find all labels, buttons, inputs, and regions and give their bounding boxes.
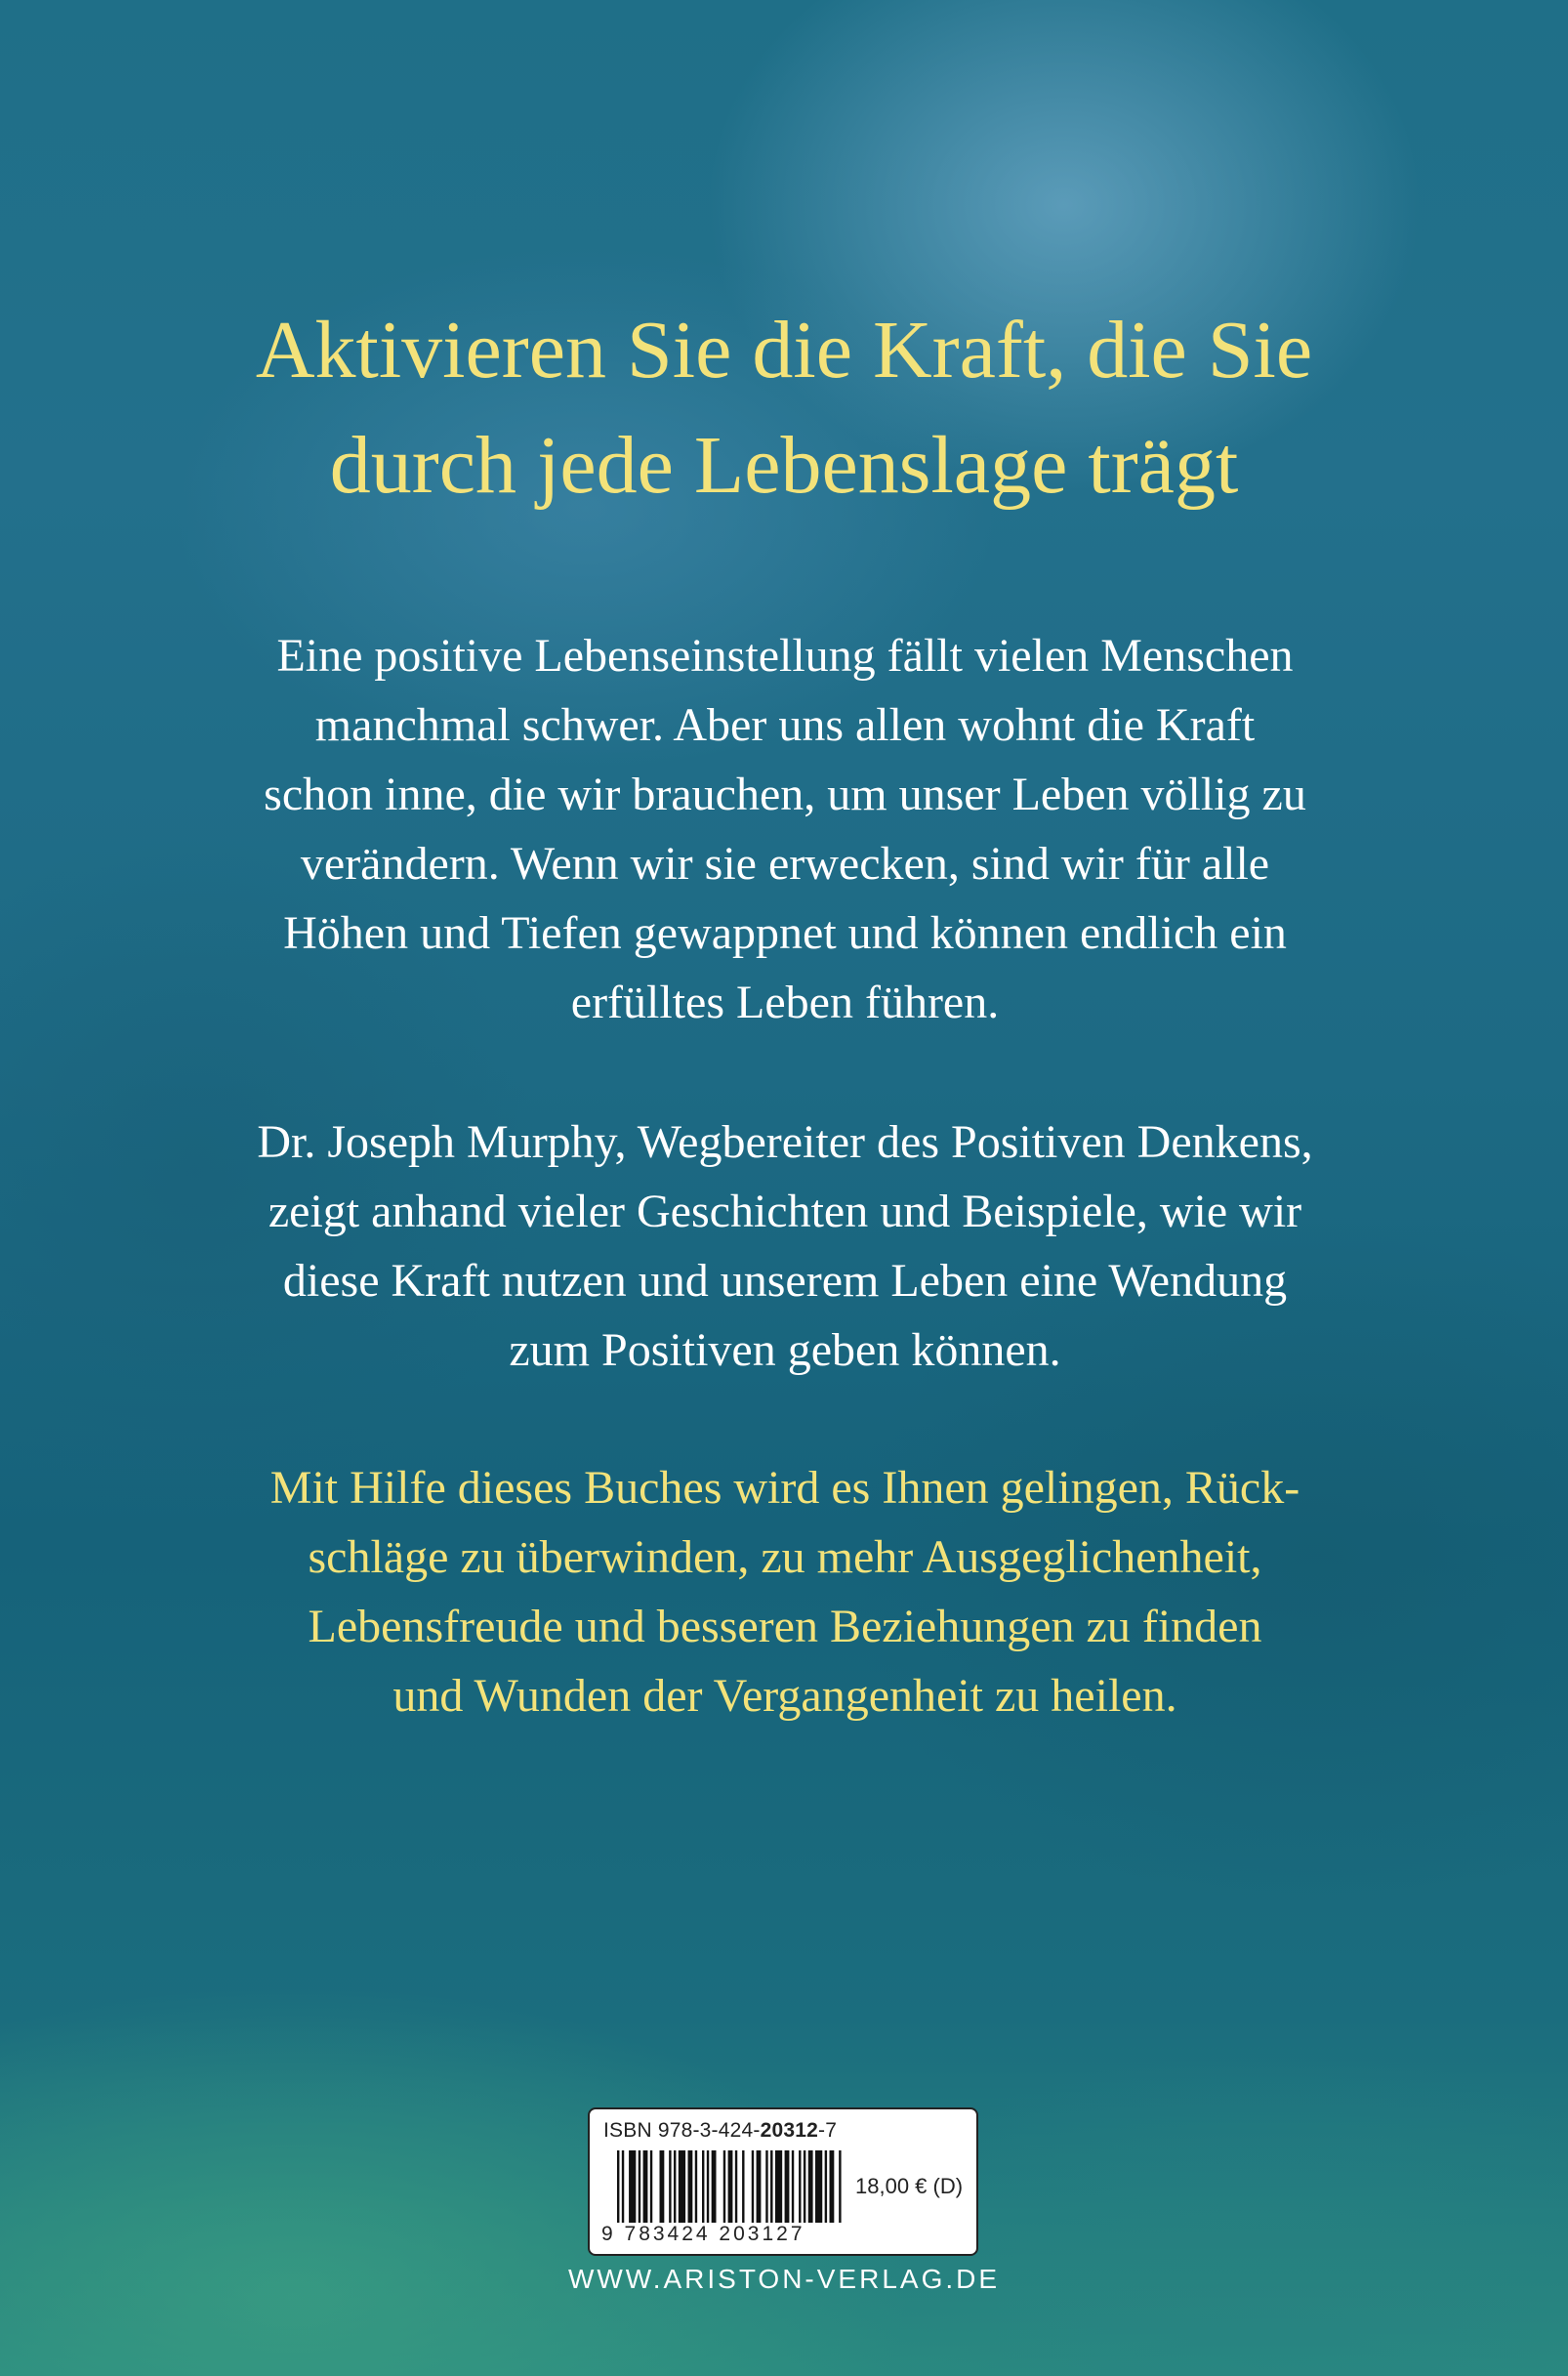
- text-line: und Wunden der Vergangenheit zu heilen.: [392, 1670, 1177, 1722]
- price: 18,00 € (D): [855, 2174, 964, 2198]
- description-paragraph: [237, 621, 1333, 1037]
- barcode-label: [588, 2107, 978, 2256]
- headline: [0, 293, 1568, 523]
- author-paragraph: [237, 1107, 1333, 1385]
- text-line: schon inne, die wir brauchen, um unser Leben völlig zu: [264, 769, 1306, 820]
- isbn-prefix: ISBN 978-3-424-: [603, 2119, 761, 2142]
- isbn-suffix: -7: [818, 2119, 838, 2142]
- publisher-website: WWW.ARISTON-VERLAG.DE: [567, 2264, 1001, 2294]
- text-line: Höhen und Tiefen gewappnet und können endlich ein: [283, 907, 1287, 959]
- text-line: zeigt anhand vieler Geschichten und Beispiele, wie wir: [268, 1186, 1302, 1237]
- text-line: schläge zu überwinden, zu mehr Ausgeglichenheit,: [308, 1531, 1262, 1583]
- text-line: Dr. Joseph Murphy, Wegbereiter des Positiven Denkens,: [257, 1116, 1313, 1168]
- barcode-digits: 9 783424 203127: [601, 2223, 805, 2245]
- text-line: manchmal schwer. Aber uns allen wohnt die Kraft: [314, 699, 1256, 751]
- headline-line: durch jede Lebenslage trägt: [329, 420, 1239, 511]
- text-line: Lebensfreude und besseren Beziehungen zu finden: [308, 1601, 1262, 1652]
- text-line: zum Positiven geben können.: [509, 1324, 1061, 1376]
- text-line: diese Kraft nutzen und unserem Leben eine Wendung: [282, 1255, 1288, 1307]
- barcode-icon: [617, 2150, 844, 2223]
- benefit-paragraph: [237, 1453, 1333, 1730]
- headline-line: Aktivieren Sie die Kraft, die Sie: [255, 305, 1313, 396]
- text-line: verändern. Wenn wir sie erwecken, sind wir für alle: [300, 838, 1270, 890]
- isbn-number: [603, 2119, 837, 2143]
- text-line: Mit Hilfe dieses Buches wird es Ihnen gelingen, Rück-: [269, 1462, 1300, 1514]
- text-line: Eine positive Lebenseinstellung fällt vielen Menschen: [276, 630, 1294, 682]
- text-line: erfülltes Leben führen.: [570, 977, 1000, 1028]
- isbn-bold: 20312: [760, 2119, 818, 2142]
